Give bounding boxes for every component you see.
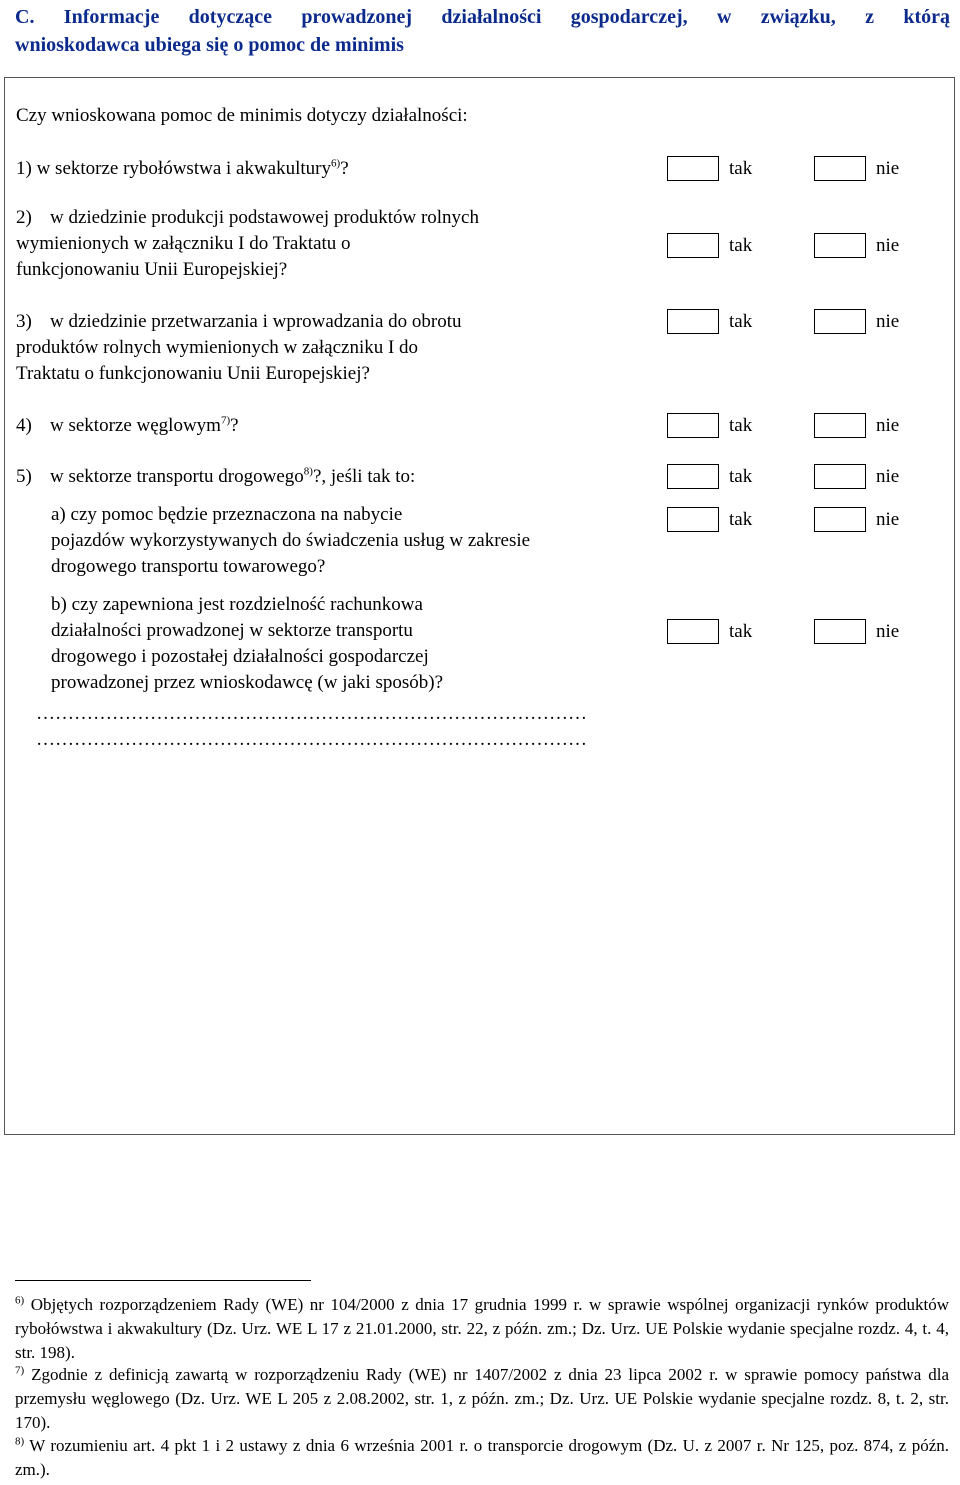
question-text: w sektorze węglowym <box>50 415 221 436</box>
q3-yes-checkbox[interactable] <box>667 309 719 334</box>
question-number: 1) <box>16 158 32 179</box>
q1-no-label: nie <box>876 158 900 179</box>
q5-yes-label: tak <box>729 466 753 487</box>
question-number: 2) <box>16 207 32 228</box>
q5-yes-checkbox[interactable] <box>667 464 719 489</box>
heading-word: związku, <box>760 6 836 28</box>
heading-word: dotyczące <box>188 6 272 28</box>
footnote-separator <box>15 1280 311 1281</box>
question-text: drogowego i pozostałej działalności gospodarczej <box>51 646 429 667</box>
answer-line[interactable]: …………………………………………………………………………… <box>36 729 587 750</box>
q5a-no-label: nie <box>876 509 900 530</box>
footnote-text: Objętych rozporządzeniem Rady (WE) nr 104/2000 z dnia 17 grudnia 1999 r. w sprawie wspólnej organizacji rynków produktów rybołówstwa i akwakultury (Dz. Urz. WE L 17 z 21.01.2000, str. 22, z późn. zm.; Dz. Urz. UE Polskie wydanie specjalne rozdz. 4, t. 4, str. 198). <box>15 1295 949 1362</box>
heading-word: działalności <box>441 6 542 28</box>
question-text: Traktatu o funkcjonowaniu Unii Europejskiej? <box>16 363 370 384</box>
question-1 <box>16 156 349 182</box>
q5b-yes-checkbox[interactable] <box>667 619 719 644</box>
q5a-yes-checkbox[interactable] <box>667 507 719 532</box>
q2-yes-checkbox[interactable] <box>667 233 719 258</box>
footnote-7 <box>15 1363 949 1435</box>
heading-word: Informacje <box>63 6 160 28</box>
question-5a <box>51 502 530 580</box>
heading-word: prowadzonej <box>301 6 413 28</box>
question-tail: ? <box>230 415 239 436</box>
q4-yes-checkbox[interactable] <box>667 413 719 438</box>
heading-word: gospodarczej, <box>570 6 688 28</box>
question-text: działalności prowadzonej w sektorze transportu <box>51 620 413 641</box>
question-4 <box>16 413 239 439</box>
footnote-number: 8) <box>15 1435 25 1448</box>
footnote-ref: 8) <box>303 465 313 478</box>
question-5 <box>16 464 415 490</box>
section-heading-line1 <box>15 3 950 31</box>
q5-no-checkbox[interactable] <box>814 464 866 489</box>
footnote-number: 7) <box>15 1364 25 1377</box>
q2-yes-label: tak <box>729 235 753 256</box>
footnote-6 <box>15 1293 949 1365</box>
answer-line[interactable]: …………………………………………………………………………… <box>36 703 587 724</box>
question-text: w dziedzinie przetwarzania i wprowadzania do obrotu <box>50 311 462 332</box>
q5a-no-checkbox[interactable] <box>814 507 866 532</box>
q1-yes-label: tak <box>729 158 753 179</box>
footnote-ref: 7) <box>220 414 231 427</box>
footnote-ref: 6) <box>331 157 341 170</box>
question-tail: ?, jeśli tak to: <box>312 466 416 487</box>
footnote-text: Zgodnie z definicją zawartą w rozporządzeniu Rady (WE) nr 1407/2002 z dnia 23 lipca 2002 r. w sprawie pomocy państwa dla przemysłu węglowego (Dz. Urz. WE L 205 z 2.08.2002, str. 1, z późn. zm.; Dz. Urz. UE Polskie wydanie specjalne rozdz. 8, t. 2, str. 170). <box>15 1365 950 1432</box>
question-number: 4) <box>16 415 32 436</box>
question-text: funkcjonowaniu Unii Europejskiej? <box>16 259 288 280</box>
q4-yes-label: tak <box>729 415 753 436</box>
intro-text: Czy wnioskowana pomoc de minimis dotyczy działalności: <box>16 105 468 126</box>
q5-no-label: nie <box>876 466 900 487</box>
q4-no-label: nie <box>876 415 900 436</box>
question-3 <box>16 309 462 387</box>
question-text: drogowego transportu towarowego? <box>51 556 326 577</box>
q5a-yes-label: tak <box>729 509 753 530</box>
question-text: w sektorze transportu drogowego <box>50 466 304 487</box>
q1-no-checkbox[interactable] <box>814 156 866 181</box>
q5b-no-checkbox[interactable] <box>814 619 866 644</box>
question-5b <box>51 592 443 696</box>
question-text: a) czy pomoc będzie przeznaczona na nabycie <box>51 504 403 525</box>
q5b-no-label: nie <box>876 621 900 642</box>
section-heading-line2: wnioskodawca ubiega się o pomoc de minimis <box>15 34 404 56</box>
question-text: w sektorze rybołówstwa i akwakultury <box>36 158 332 179</box>
q2-no-checkbox[interactable] <box>814 233 866 258</box>
section-heading <box>15 3 950 59</box>
question-number: 5) <box>16 466 32 487</box>
q4-no-checkbox[interactable] <box>814 413 866 438</box>
footnote-8 <box>15 1434 949 1482</box>
question-text: wymienionych w załączniku I do Traktatu o <box>16 233 351 254</box>
question-tail: ? <box>340 158 349 179</box>
question-text: b) czy zapewniona jest rozdzielność rachunkowa <box>51 594 423 615</box>
footnote-number: 6) <box>15 1294 25 1307</box>
heading-word: w <box>716 6 732 28</box>
question-text: prowadzonej przez wnioskodawcę (w jaki sposób)? <box>51 672 444 693</box>
q3-no-label: nie <box>876 311 900 332</box>
q3-no-checkbox[interactable] <box>814 309 866 334</box>
question-2 <box>16 205 479 283</box>
q5b-yes-label: tak <box>729 621 753 642</box>
q2-no-label: nie <box>876 235 900 256</box>
heading-word: z <box>865 6 874 28</box>
heading-word: C. <box>15 6 35 28</box>
q3-yes-label: tak <box>729 311 753 332</box>
question-number: 3) <box>16 311 32 332</box>
footnote-text: W rozumieniu art. 4 pkt 1 i 2 ustawy z dnia 6 września 2001 r. o transporcie drogowym (Dz. U. z 2007 r. Nr 125, poz. 874, z późn. zm.). <box>15 1436 949 1479</box>
question-text: w dziedzinie produkcji podstawowej produktów rolnych <box>50 207 479 228</box>
heading-word: którą <box>903 6 950 28</box>
q1-yes-checkbox[interactable] <box>667 156 719 181</box>
question-text: produktów rolnych wymienionych w załączniku I do <box>16 337 419 358</box>
question-text: pojazdów wykorzystywanych do świadczenia usług w zakresie <box>51 530 531 551</box>
